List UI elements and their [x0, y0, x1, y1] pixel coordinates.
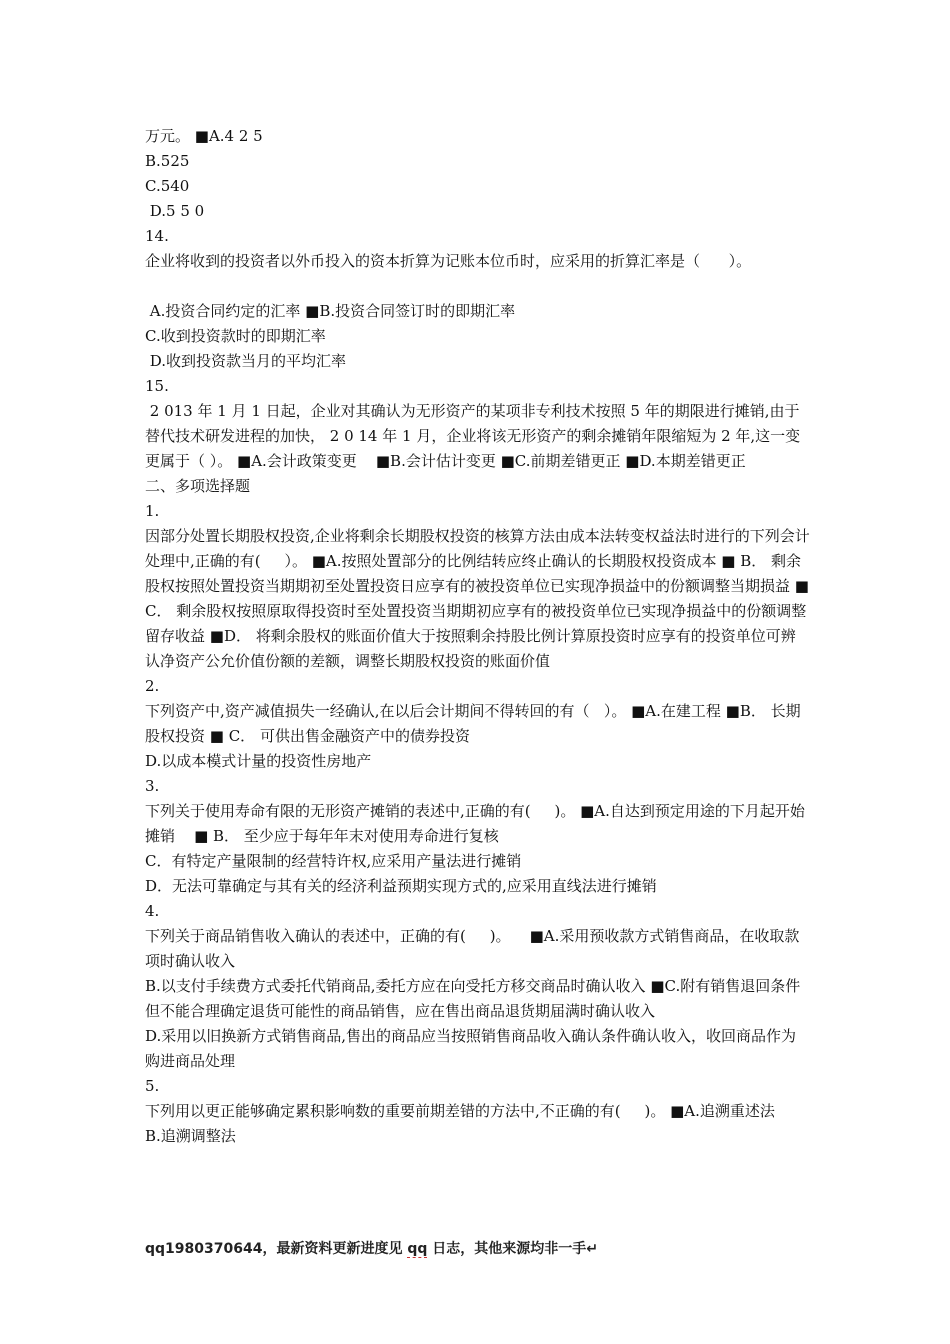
text-line: B.追溯调整法 — [145, 1127, 236, 1145]
text-line: C.收到投资款时的即期汇率 — [145, 327, 326, 345]
text-line: 下列关于使用寿命有限的无形资产摊销的表述中,正确的有( )。 ■A.自达到预定用途的下月起开始摊销 ■ B． 至少应于每年年末对使用寿命进行复核 — [145, 802, 805, 845]
footer-prefix: qq1980370644，最新资料更新进度见 — [145, 1241, 408, 1257]
text-line: B.525 — [145, 152, 190, 170]
text-line: 企业将收到的投资者以外币投入的资本折算为记账本位币时，应采用的折算汇率是（ ）。 — [145, 252, 752, 270]
text-line: 14. — [145, 227, 169, 245]
text-line: 下列关于商品销售收入确认的表述中，正确的有( )。 ■A.采用预收款方式销售商品，在收取款项时确认收入 — [145, 927, 800, 970]
text-line: 5. — [145, 1077, 160, 1095]
text-line: 15. — [145, 377, 169, 395]
text-line: D.收到投资款当月的平均汇率 — [145, 352, 347, 370]
text-line: D.以成本模式计量的投资性房地产 — [145, 752, 372, 770]
text-line: D.5 5 0 — [145, 202, 205, 220]
text-line: 2. — [145, 677, 160, 695]
text-line: 二、多项选择题 — [145, 477, 251, 495]
text-line: C．有特定产量限制的经营特许权,应采用产量法进行摊销 — [145, 852, 522, 870]
text-line: 3. — [145, 777, 160, 795]
text-line: B.以支付手续费方式委托代销商品,委托方应在向受托方移交商品时确认收入 ■C.附有销售退回条件但不能合理确定退货可能性的商品销售，应在售出商品退货期届满时确认收入 — [145, 977, 801, 1020]
text-line: 下列用以更正能够确定累积影响数的重要前期差错的方法中,不正确的有( )。 ■A.追溯重述法 — [145, 1102, 775, 1120]
text-line: 1. — [145, 502, 160, 520]
text-line: 2 013 年 1 月 1 日起，企业对其确认为无形资产的某项非专利技术按照 5 年的期限进行摊销,由于替代技术研发进程的加快， 2 0 14 年 1 月，企业将该无形资产的剩余摊销年限缩短为 2 年,这一变更属于（ ）。 ■A.会计政策变更 ■B.会计估计变更 ■C.前期差错更正 ■D.本期差错更正 — [145, 402, 801, 470]
text-line — [145, 274, 810, 299]
text-line: 万元。 ■A.4 2 5 — [145, 127, 263, 145]
text-line: 4. — [145, 902, 160, 920]
text-line: D．无法可靠确定与其有关的经济利益预期实现方式的,应采用直线法进行摊销 — [145, 877, 657, 895]
footer-note — [145, 1237, 810, 1261]
text-line: 因部分处置长期股权投资,企业将剩余长期股权投资的核算方法由成本法转变权益法时进行的下列会计处理中,正确的有( ）。 ■A.按照处置部分的比例结转应终止确认的长期股权投资成本 ■ B． 剩余股权按照处置投资当期期初至处置投资日应享有的被投资单位已实现净损益中的份额调整当期损益 ■C． 剩余股权按照原取得投资时至处置投资当期期初应享有的被投资单位已实现净损益中的份额调整留存收益 ■D． 将剩余股权的账面价值大于按照剩余持股比例计算原投资时应享有的投资单位可辨认净资产公允价值份额的差额，调整长期股权投资的账面价值 — [145, 527, 810, 670]
text-line: 下列资产中,资产减值损失一经确认,在以后会计期间不得转回的有（ ）。 ■A.在建工程 ■B． 长期股权投资 ■ C． 可供出售金融资产中的债券投资 — [145, 702, 801, 745]
text-line: C.540 — [145, 177, 190, 195]
text-line: A.投资合同约定的汇率 ■B.投资合同签订时的即期汇率 — [145, 302, 516, 320]
footer-link: qq — [407, 1241, 428, 1257]
document-body — [145, 124, 810, 1149]
footer-suffix: 日志，其他来源均非一手↵ — [427, 1241, 598, 1257]
text-line: D.采用以旧换新方式销售商品,售出的商品应当按照销售商品收入确认条件确认收入，收回商品作为购进商品处理 — [145, 1027, 797, 1070]
